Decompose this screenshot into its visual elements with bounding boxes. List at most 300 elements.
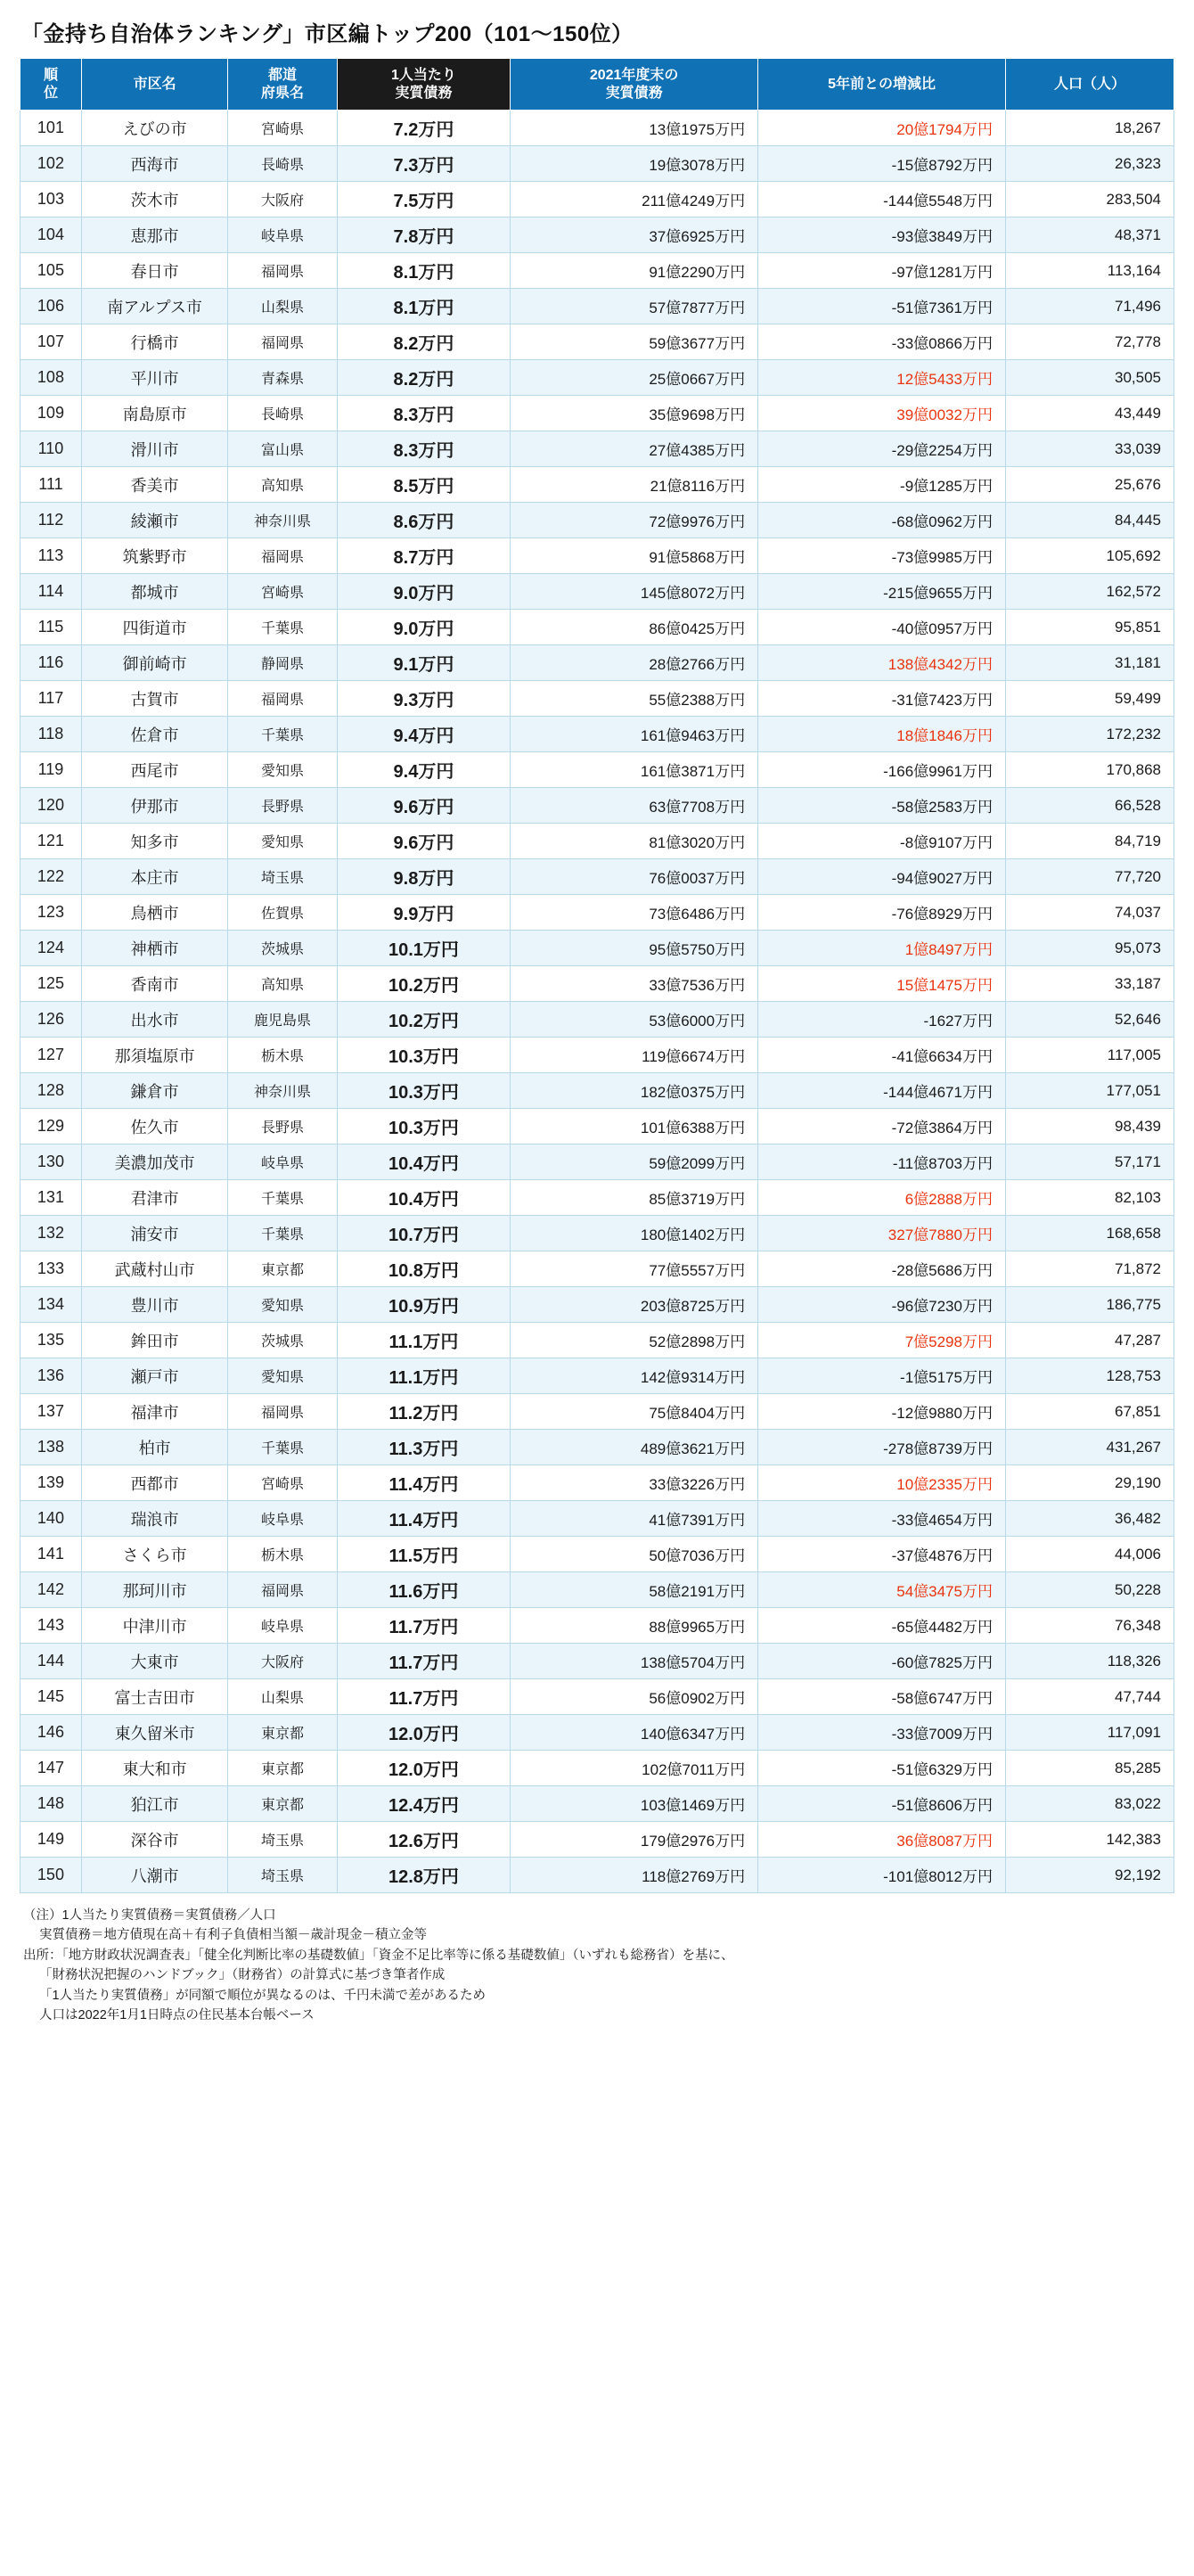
column-header-diff-5y: 5年前との増減比: [758, 59, 1006, 111]
cell-debt-per-capita: 11.7万円: [337, 1644, 511, 1679]
cell-total-debt: 52億2898万円: [511, 1323, 758, 1358]
cell-city: 恵那市: [81, 217, 228, 253]
cell-total-debt: 25億0667万円: [511, 360, 758, 396]
cell-total-debt: 21億8116万円: [511, 467, 758, 503]
cell-prefecture: 神奈川県: [228, 503, 337, 538]
cell-diff-5y: -51億7361万円: [758, 289, 1006, 324]
cell-city: 柏市: [81, 1430, 228, 1465]
cell-rank: 123: [20, 895, 82, 931]
cell-population: 95,851: [1005, 610, 1174, 645]
cell-population: 47,287: [1005, 1323, 1174, 1358]
cell-prefecture: 東京都: [228, 1751, 337, 1786]
cell-diff-5y: -166億9961万円: [758, 752, 1006, 788]
cell-population: 66,528: [1005, 788, 1174, 824]
cell-total-debt: 86億0425万円: [511, 610, 758, 645]
cell-population: 52,646: [1005, 1002, 1174, 1038]
cell-city: 茨木市: [81, 182, 228, 217]
cell-diff-5y: 138億4342万円: [758, 645, 1006, 681]
cell-prefecture: 長野県: [228, 788, 337, 824]
cell-diff-5y: 54億3475万円: [758, 1572, 1006, 1608]
cell-debt-per-capita: 10.2万円: [337, 966, 511, 1002]
cell-total-debt: 91億2290万円: [511, 253, 758, 289]
cell-population: 47,744: [1005, 1679, 1174, 1715]
cell-total-debt: 77億5557万円: [511, 1251, 758, 1287]
cell-total-debt: 103億1469万円: [511, 1786, 758, 1822]
note-line: 出所：「地方財政状況調査表」「健全化判断比率の基礎数値」「資金不足比率等に係る基礎数値」（いずれも総務省）を基に、: [23, 1948, 734, 1963]
cell-city: 御前崎市: [81, 645, 228, 681]
table-row: [20, 895, 1174, 931]
cell-total-debt: 63億7708万円: [511, 788, 758, 824]
cell-prefecture: 千葉県: [228, 1180, 337, 1216]
table-header: [20, 59, 1174, 111]
cell-total-debt: 58億2191万円: [511, 1572, 758, 1608]
cell-rank: 142: [20, 1572, 82, 1608]
cell-diff-5y: -31億7423万円: [758, 681, 1006, 717]
cell-rank: 104: [20, 217, 82, 253]
cell-debt-per-capita: 10.9万円: [337, 1287, 511, 1323]
cell-city: 西海市: [81, 146, 228, 182]
cell-rank: 111: [20, 467, 82, 503]
note-line: 人口は2022年1月1日時点の住民基本台帳ベース: [39, 2008, 315, 2023]
cell-population: 76,348: [1005, 1608, 1174, 1644]
cell-city: 行橋市: [81, 324, 228, 360]
cell-total-debt: 55億2388万円: [511, 681, 758, 717]
cell-rank: 117: [20, 681, 82, 717]
table-row: [20, 1073, 1174, 1109]
cell-population: 71,872: [1005, 1251, 1174, 1287]
table-row: [20, 1786, 1174, 1822]
cell-diff-5y: -101億8012万円: [758, 1858, 1006, 1893]
cell-diff-5y: -51億8606万円: [758, 1786, 1006, 1822]
cell-total-debt: 81億3020万円: [511, 824, 758, 859]
cell-diff-5y: 12億5433万円: [758, 360, 1006, 396]
cell-diff-5y: -96億7230万円: [758, 1287, 1006, 1323]
cell-rank: 122: [20, 859, 82, 895]
cell-rank: 136: [20, 1358, 82, 1394]
cell-total-debt: 85億3719万円: [511, 1180, 758, 1216]
cell-total-debt: 13億1975万円: [511, 111, 758, 146]
cell-city: 富士吉田市: [81, 1679, 228, 1715]
cell-prefecture: 福岡県: [228, 1572, 337, 1608]
cell-prefecture: 千葉県: [228, 717, 337, 752]
table-row: [20, 1644, 1174, 1679]
cell-prefecture: 千葉県: [228, 1216, 337, 1251]
column-header-population: 人口（人）: [1005, 59, 1174, 111]
cell-debt-per-capita: 12.0万円: [337, 1715, 511, 1751]
cell-total-debt: 101億6388万円: [511, 1109, 758, 1144]
cell-diff-5y: 327億7880万円: [758, 1216, 1006, 1251]
table-row: [20, 1572, 1174, 1608]
cell-debt-per-capita: 11.7万円: [337, 1679, 511, 1715]
table-row: [20, 1430, 1174, 1465]
cell-total-debt: 53億6000万円: [511, 1002, 758, 1038]
cell-prefecture: 青森県: [228, 360, 337, 396]
cell-debt-per-capita: 11.1万円: [337, 1358, 511, 1394]
cell-rank: 102: [20, 146, 82, 182]
cell-rank: 126: [20, 1002, 82, 1038]
ranking-table: [20, 58, 1174, 1893]
cell-prefecture: 福岡県: [228, 324, 337, 360]
cell-debt-per-capita: 10.2万円: [337, 1002, 511, 1038]
cell-population: 48,371: [1005, 217, 1174, 253]
cell-prefecture: 高知県: [228, 966, 337, 1002]
cell-debt-per-capita: 11.1万円: [337, 1323, 511, 1358]
cell-prefecture: 愛知県: [228, 1287, 337, 1323]
cell-debt-per-capita: 9.9万円: [337, 895, 511, 931]
cell-debt-per-capita: 9.6万円: [337, 824, 511, 859]
table-row: [20, 111, 1174, 146]
cell-city: 出水市: [81, 1002, 228, 1038]
cell-diff-5y: 20億1794万円: [758, 111, 1006, 146]
cell-rank: 141: [20, 1537, 82, 1572]
cell-diff-5y: -144億4671万円: [758, 1073, 1006, 1109]
cell-diff-5y: -215億9655万円: [758, 574, 1006, 610]
column-header-prefecture: 都道 府県名: [228, 59, 337, 111]
cell-population: 105,692: [1005, 538, 1174, 574]
cell-city: 四街道市: [81, 610, 228, 645]
cell-population: 117,091: [1005, 1715, 1174, 1751]
cell-diff-5y: 10億2335万円: [758, 1465, 1006, 1501]
column-header-city: 市区名: [81, 59, 228, 111]
cell-diff-5y: -93億3849万円: [758, 217, 1006, 253]
table-row: [20, 1144, 1174, 1180]
table-row: [20, 1465, 1174, 1501]
cell-population: 170,868: [1005, 752, 1174, 788]
cell-population: 168,658: [1005, 1216, 1174, 1251]
table-row: [20, 1822, 1174, 1858]
cell-prefecture: 静岡県: [228, 645, 337, 681]
table-row: [20, 645, 1174, 681]
cell-diff-5y: -51億6329万円: [758, 1751, 1006, 1786]
table-row: [20, 538, 1174, 574]
cell-population: 84,719: [1005, 824, 1174, 859]
cell-prefecture: 愛知県: [228, 1358, 337, 1394]
cell-rank: 119: [20, 752, 82, 788]
table-row: [20, 1394, 1174, 1430]
cell-population: 186,775: [1005, 1287, 1174, 1323]
cell-population: 29,190: [1005, 1465, 1174, 1501]
cell-rank: 110: [20, 431, 82, 467]
cell-diff-5y: 18億1846万円: [758, 717, 1006, 752]
cell-debt-per-capita: 12.4万円: [337, 1786, 511, 1822]
table-row: [20, 1109, 1174, 1144]
cell-prefecture: 長野県: [228, 1109, 337, 1144]
cell-city: さくら市: [81, 1537, 228, 1572]
cell-total-debt: 161億3871万円: [511, 752, 758, 788]
cell-rank: 125: [20, 966, 82, 1002]
cell-rank: 138: [20, 1430, 82, 1465]
cell-debt-per-capita: 7.8万円: [337, 217, 511, 253]
cell-rank: 113: [20, 538, 82, 574]
cell-population: 26,323: [1005, 146, 1174, 182]
cell-city: 豊川市: [81, 1287, 228, 1323]
table-row: [20, 1358, 1174, 1394]
cell-population: 67,851: [1005, 1394, 1174, 1430]
cell-debt-per-capita: 7.5万円: [337, 182, 511, 217]
cell-prefecture: 愛知県: [228, 752, 337, 788]
cell-debt-per-capita: 8.3万円: [337, 396, 511, 431]
table-row: [20, 1679, 1174, 1715]
cell-prefecture: 愛知県: [228, 824, 337, 859]
cell-prefecture: 大阪府: [228, 1644, 337, 1679]
cell-prefecture: 富山県: [228, 431, 337, 467]
table-row: [20, 360, 1174, 396]
cell-total-debt: 35億9698万円: [511, 396, 758, 431]
cell-total-debt: 19億3078万円: [511, 146, 758, 182]
cell-city: 鉾田市: [81, 1323, 228, 1358]
cell-total-debt: 50億7036万円: [511, 1537, 758, 1572]
cell-debt-per-capita: 8.6万円: [337, 503, 511, 538]
cell-rank: 108: [20, 360, 82, 396]
cell-total-debt: 119億6674万円: [511, 1038, 758, 1073]
cell-debt-per-capita: 10.4万円: [337, 1144, 511, 1180]
cell-population: 172,232: [1005, 717, 1174, 752]
cell-diff-5y: -58億6747万円: [758, 1679, 1006, 1715]
cell-prefecture: 福岡県: [228, 253, 337, 289]
cell-total-debt: 33億3226万円: [511, 1465, 758, 1501]
cell-rank: 118: [20, 717, 82, 752]
cell-diff-5y: -97億1281万円: [758, 253, 1006, 289]
cell-population: 30,505: [1005, 360, 1174, 396]
cell-population: 283,504: [1005, 182, 1174, 217]
notes-block: [20, 1906, 1174, 2026]
cell-total-debt: 211億4249万円: [511, 182, 758, 217]
cell-population: 113,164: [1005, 253, 1174, 289]
cell-rank: 124: [20, 931, 82, 966]
table-row: [20, 752, 1174, 788]
cell-prefecture: 東京都: [228, 1251, 337, 1287]
cell-city: 知多市: [81, 824, 228, 859]
cell-diff-5y: -9億1285万円: [758, 467, 1006, 503]
cell-debt-per-capita: 8.1万円: [337, 253, 511, 289]
cell-rank: 135: [20, 1323, 82, 1358]
table-row: [20, 289, 1174, 324]
cell-debt-per-capita: 9.4万円: [337, 717, 511, 752]
cell-total-debt: 33億7536万円: [511, 966, 758, 1002]
cell-diff-5y: -76億8929万円: [758, 895, 1006, 931]
cell-diff-5y: -33億7009万円: [758, 1715, 1006, 1751]
cell-total-debt: 41億7391万円: [511, 1501, 758, 1537]
cell-city: 春日市: [81, 253, 228, 289]
cell-prefecture: 佐賀県: [228, 895, 337, 931]
cell-debt-per-capita: 10.3万円: [337, 1109, 511, 1144]
cell-rank: 120: [20, 788, 82, 824]
cell-population: 95,073: [1005, 931, 1174, 966]
table-row: [20, 1715, 1174, 1751]
cell-total-debt: 161億9463万円: [511, 717, 758, 752]
cell-city: 福津市: [81, 1394, 228, 1430]
cell-debt-per-capita: 10.1万円: [337, 931, 511, 966]
note-line: 「1人当たり実質債務」が同額で順位が異なるのは、千円未満で差があるため: [39, 1988, 487, 2003]
table-row: [20, 681, 1174, 717]
table-row: [20, 1002, 1174, 1038]
cell-prefecture: 茨城県: [228, 1323, 337, 1358]
table-row: [20, 859, 1174, 895]
cell-rank: 116: [20, 645, 82, 681]
cell-prefecture: 神奈川県: [228, 1073, 337, 1109]
cell-city: 香南市: [81, 966, 228, 1002]
table-row: [20, 1608, 1174, 1644]
cell-total-debt: 28億2766万円: [511, 645, 758, 681]
cell-debt-per-capita: 11.2万円: [337, 1394, 511, 1430]
cell-debt-per-capita: 10.7万円: [337, 1216, 511, 1251]
table-row: [20, 574, 1174, 610]
cell-population: 25,676: [1005, 467, 1174, 503]
cell-city: 狛江市: [81, 1786, 228, 1822]
cell-prefecture: 福岡県: [228, 538, 337, 574]
cell-diff-5y: -65億4482万円: [758, 1608, 1006, 1644]
table-row: [20, 1287, 1174, 1323]
cell-rank: 106: [20, 289, 82, 324]
cell-rank: 115: [20, 610, 82, 645]
cell-prefecture: 鹿児島県: [228, 1002, 337, 1038]
cell-diff-5y: -58億2583万円: [758, 788, 1006, 824]
note-line: 「財務状況把握のハンドブック」（財務省）の計算式に基づき筆者作成: [39, 1968, 446, 1983]
cell-city: 美濃加茂市: [81, 1144, 228, 1180]
cell-population: 85,285: [1005, 1751, 1174, 1786]
cell-total-debt: 145億8072万円: [511, 574, 758, 610]
cell-debt-per-capita: 12.0万円: [337, 1751, 511, 1786]
cell-total-debt: 27億4385万円: [511, 431, 758, 467]
cell-city: 中津川市: [81, 1608, 228, 1644]
cell-city: 滑川市: [81, 431, 228, 467]
table-row: [20, 396, 1174, 431]
cell-debt-per-capita: 7.3万円: [337, 146, 511, 182]
cell-total-debt: 182億0375万円: [511, 1073, 758, 1109]
cell-diff-5y: -73億9985万円: [758, 538, 1006, 574]
cell-prefecture: 福岡県: [228, 1394, 337, 1430]
cell-rank: 145: [20, 1679, 82, 1715]
cell-rank: 147: [20, 1751, 82, 1786]
cell-population: 33,187: [1005, 966, 1174, 1002]
cell-debt-per-capita: 9.4万円: [337, 752, 511, 788]
cell-debt-per-capita: 9.0万円: [337, 574, 511, 610]
cell-diff-5y: -37億4876万円: [758, 1537, 1006, 1572]
table-row: [20, 1251, 1174, 1287]
cell-total-debt: 95億5750万円: [511, 931, 758, 966]
cell-diff-5y: -60億7825万円: [758, 1644, 1006, 1679]
cell-city: 那珂川市: [81, 1572, 228, 1608]
cell-prefecture: 岐阜県: [228, 1608, 337, 1644]
table-row: [20, 1501, 1174, 1537]
cell-prefecture: 福岡県: [228, 681, 337, 717]
column-header-rank: 順 位: [20, 59, 82, 111]
cell-population: 98,439: [1005, 1109, 1174, 1144]
cell-population: 33,039: [1005, 431, 1174, 467]
table-row: [20, 1038, 1174, 1073]
table-row: [20, 1537, 1174, 1572]
cell-rank: 130: [20, 1144, 82, 1180]
cell-debt-per-capita: 8.7万円: [337, 538, 511, 574]
cell-total-debt: 73億6486万円: [511, 895, 758, 931]
cell-total-debt: 140億6347万円: [511, 1715, 758, 1751]
cell-rank: 134: [20, 1287, 82, 1323]
cell-population: 142,383: [1005, 1822, 1174, 1858]
cell-debt-per-capita: 8.1万円: [337, 289, 511, 324]
cell-diff-5y: -33億0866万円: [758, 324, 1006, 360]
table-row: [20, 467, 1174, 503]
table-row: [20, 217, 1174, 253]
cell-city: 平川市: [81, 360, 228, 396]
cell-diff-5y: -94億9027万円: [758, 859, 1006, 895]
cell-prefecture: 山梨県: [228, 289, 337, 324]
page-title: 「金持ち自治体ランキング」市区編トップ200（101〜150位）: [21, 22, 634, 46]
cell-city: 八潮市: [81, 1858, 228, 1893]
cell-debt-per-capita: 11.3万円: [337, 1430, 511, 1465]
cell-prefecture: 長崎県: [228, 146, 337, 182]
cell-rank: 140: [20, 1501, 82, 1537]
cell-diff-5y: -40億0957万円: [758, 610, 1006, 645]
cell-diff-5y: -15億8792万円: [758, 146, 1006, 182]
cell-diff-5y: -29億2254万円: [758, 431, 1006, 467]
cell-rank: 114: [20, 574, 82, 610]
cell-city: 浦安市: [81, 1216, 228, 1251]
cell-rank: 105: [20, 253, 82, 289]
cell-diff-5y: 39億0032万円: [758, 396, 1006, 431]
cell-prefecture: 山梨県: [228, 1679, 337, 1715]
cell-prefecture: 東京都: [228, 1715, 337, 1751]
cell-population: 431,267: [1005, 1430, 1174, 1465]
cell-population: 83,022: [1005, 1786, 1174, 1822]
cell-rank: 101: [20, 111, 82, 146]
cell-diff-5y: 36億8087万円: [758, 1822, 1006, 1858]
table-row: [20, 966, 1174, 1002]
cell-population: 162,572: [1005, 574, 1174, 610]
cell-total-debt: 57億7877万円: [511, 289, 758, 324]
cell-population: 50,228: [1005, 1572, 1174, 1608]
cell-debt-per-capita: 9.1万円: [337, 645, 511, 681]
cell-diff-5y: -278億8739万円: [758, 1430, 1006, 1465]
cell-debt-per-capita: 8.2万円: [337, 360, 511, 396]
cell-population: 92,192: [1005, 1858, 1174, 1893]
cell-population: 18,267: [1005, 111, 1174, 146]
cell-debt-per-capita: 11.7万円: [337, 1608, 511, 1644]
table-row: [20, 1323, 1174, 1358]
cell-prefecture: 埼玉県: [228, 1822, 337, 1858]
cell-prefecture: 宮崎県: [228, 1465, 337, 1501]
cell-rank: 109: [20, 396, 82, 431]
column-header-debt-per-capita: 1人当たり 実質債務: [337, 59, 511, 111]
cell-diff-5y: -1億5175万円: [758, 1358, 1006, 1394]
cell-rank: 129: [20, 1109, 82, 1144]
cell-city: 君津市: [81, 1180, 228, 1216]
cell-population: 59,499: [1005, 681, 1174, 717]
cell-city: 瑞浪市: [81, 1501, 228, 1537]
cell-diff-5y: -41億6634万円: [758, 1038, 1006, 1073]
cell-city: 都城市: [81, 574, 228, 610]
cell-prefecture: 大阪府: [228, 182, 337, 217]
cell-rank: 132: [20, 1216, 82, 1251]
cell-debt-per-capita: 11.5万円: [337, 1537, 511, 1572]
cell-population: 57,171: [1005, 1144, 1174, 1180]
cell-city: 瀬戸市: [81, 1358, 228, 1394]
cell-diff-5y: -1627万円: [758, 1002, 1006, 1038]
cell-city: 深谷市: [81, 1822, 228, 1858]
table-row: [20, 824, 1174, 859]
cell-debt-per-capita: 10.8万円: [337, 1251, 511, 1287]
cell-debt-per-capita: 11.4万円: [337, 1501, 511, 1537]
cell-prefecture: 栃木県: [228, 1038, 337, 1073]
table-row: [20, 146, 1174, 182]
cell-rank: 146: [20, 1715, 82, 1751]
cell-diff-5y: 1億8497万円: [758, 931, 1006, 966]
cell-total-debt: 179億2976万円: [511, 1822, 758, 1858]
cell-total-debt: 118億2769万円: [511, 1858, 758, 1893]
table-row: [20, 431, 1174, 467]
table-row: [20, 503, 1174, 538]
table-body: [20, 111, 1174, 1893]
cell-prefecture: 岐阜県: [228, 1144, 337, 1180]
